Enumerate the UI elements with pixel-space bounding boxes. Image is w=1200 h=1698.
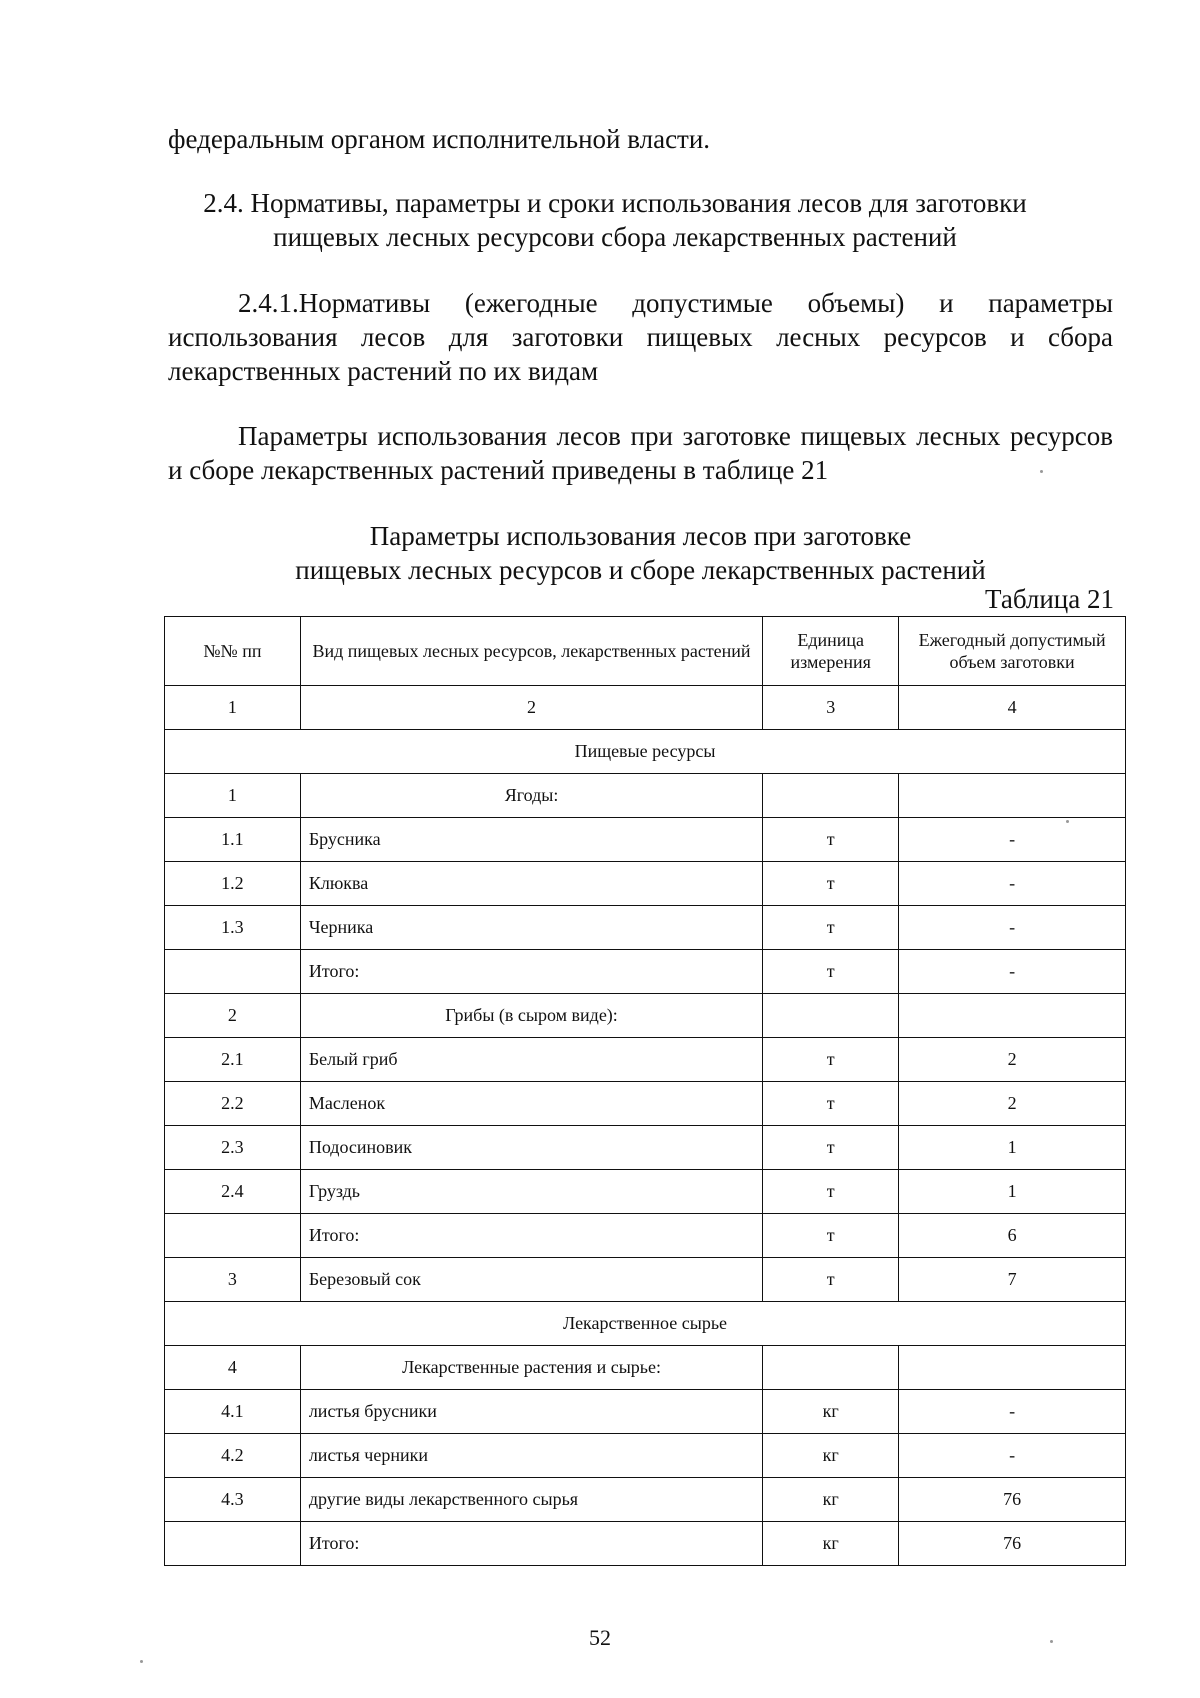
table-row [165, 906, 1126, 950]
resources-table [164, 616, 1126, 1566]
header-unit: Единица измерения [763, 617, 899, 686]
empty-cell [899, 994, 1126, 1038]
row-value: 2 [899, 1038, 1126, 1082]
row-value: - [899, 950, 1126, 994]
row-unit: т [763, 1214, 899, 1258]
row-num: 1.1 [165, 818, 301, 862]
row-num: 3 [165, 1258, 301, 1302]
row-name: Брусника [300, 818, 762, 862]
row-value: 7 [899, 1258, 1126, 1302]
row-num: 4.2 [165, 1434, 301, 1478]
row-value: 76 [899, 1522, 1126, 1566]
section-medicinal-label: Лекарственное сырье [165, 1302, 1126, 1346]
row-num: 1.3 [165, 906, 301, 950]
header-num: №№ пп [165, 617, 301, 686]
row-name: Подосиновик [300, 1126, 762, 1170]
row-name: Белый гриб [300, 1038, 762, 1082]
row-unit: кг [763, 1434, 899, 1478]
scan-speck [1040, 470, 1043, 473]
row-unit: т [763, 1170, 899, 1214]
table-row [165, 1390, 1126, 1434]
section-title [150, 186, 1080, 254]
row-name: Груздь [300, 1170, 762, 1214]
row-name: Черника [300, 906, 762, 950]
row-name: листья брусники [300, 1390, 762, 1434]
column-number: 2 [300, 686, 762, 730]
section-row-medicinal [165, 1302, 1126, 1346]
empty-cell [763, 994, 899, 1038]
empty-cell [763, 1346, 899, 1390]
intro-line: федеральным органом исполнительной власти. [168, 124, 711, 154]
row-num [165, 950, 301, 994]
column-number: 1 [165, 686, 301, 730]
row-value: 1 [899, 1126, 1126, 1170]
row-num [165, 1522, 301, 1566]
table-row-total [165, 1214, 1126, 1258]
table-caption-line1: Параметры использования лесов при заготовке [369, 521, 912, 551]
table-row [165, 1126, 1126, 1170]
row-value: - [899, 862, 1126, 906]
row-name: Березовый сок [300, 1258, 762, 1302]
row-name: Итого: [300, 1522, 762, 1566]
empty-cell [899, 774, 1126, 818]
table-row-total [165, 950, 1126, 994]
row-unit: т [763, 1126, 899, 1170]
row-unit: т [763, 1258, 899, 1302]
group-num: 4 [165, 1346, 301, 1390]
row-value: 6 [899, 1214, 1126, 1258]
page-number: 52 [589, 1625, 611, 1650]
group-row-mushrooms [165, 994, 1126, 1038]
table-row [165, 1082, 1126, 1126]
row-num: 4.1 [165, 1390, 301, 1434]
row-num: 2.3 [165, 1126, 301, 1170]
row-num: 1.2 [165, 862, 301, 906]
empty-cell [899, 1346, 1126, 1390]
table-row-total [165, 1522, 1126, 1566]
table-row [165, 862, 1126, 906]
row-value: - [899, 906, 1126, 950]
section-food-label: Пищевые ресурсы [165, 730, 1126, 774]
row-unit: т [763, 950, 899, 994]
table-row [165, 1434, 1126, 1478]
group-title: Ягоды: [300, 774, 762, 818]
row-unit: кг [763, 1522, 899, 1566]
table-caption-line2: пищевых лесных ресурсов и сборе лекарственных растений [295, 555, 986, 585]
row-unit: т [763, 862, 899, 906]
group-title: Лекарственные растения и сырье: [300, 1346, 762, 1390]
empty-cell [763, 774, 899, 818]
row-unit: кг [763, 1478, 899, 1522]
row-value: 2 [899, 1082, 1126, 1126]
row-name: другие виды лекарственного сырья [300, 1478, 762, 1522]
paragraph-norms [168, 286, 1113, 388]
table-row [165, 1038, 1126, 1082]
row-num [165, 1214, 301, 1258]
table-header-row [165, 617, 1126, 686]
column-number: 3 [763, 686, 899, 730]
row-num: 2.4 [165, 1170, 301, 1214]
row-name: Итого: [300, 1214, 762, 1258]
group-title: Грибы (в сыром виде): [300, 994, 762, 1038]
row-value: 76 [899, 1478, 1126, 1522]
header-resource: Вид пищевых лесных ресурсов, лекарственных растений [300, 617, 762, 686]
table-row [165, 1170, 1126, 1214]
paragraph-reference [168, 419, 1113, 487]
section-row-food [165, 730, 1126, 774]
table-row-birch-sap [165, 1258, 1126, 1302]
paragraph-norms-text: 2.4.1.Нормативы (ежегодные допустимые объемы) и параметры использования лесов для заготовки пищевых лесных ресурсов и сбора лекарственных растений по их видам [168, 288, 1113, 386]
row-value: - [899, 1390, 1126, 1434]
row-num: 2.2 [165, 1082, 301, 1126]
section-title-line1: 2.4. Нормативы, параметры и сроки использования лесов для заготовки [203, 188, 1027, 218]
row-name: листья черники [300, 1434, 762, 1478]
row-value: - [899, 1434, 1126, 1478]
group-row-berries [165, 774, 1126, 818]
column-numbers-row [165, 686, 1126, 730]
row-value: - [899, 818, 1126, 862]
row-num: 2.1 [165, 1038, 301, 1082]
table-label: Таблица 21 [985, 584, 1114, 614]
table-caption [168, 519, 1113, 587]
row-num: 4.3 [165, 1478, 301, 1522]
group-row-medicinal [165, 1346, 1126, 1390]
group-num: 1 [165, 774, 301, 818]
row-name: Клюква [300, 862, 762, 906]
row-unit: т [763, 1038, 899, 1082]
row-unit: т [763, 1082, 899, 1126]
column-number: 4 [899, 686, 1126, 730]
row-unit: т [763, 818, 899, 862]
row-name: Масленок [300, 1082, 762, 1126]
scan-speck [140, 1660, 143, 1663]
scan-speck [1066, 820, 1069, 823]
scan-speck [1050, 1640, 1053, 1643]
row-unit: кг [763, 1390, 899, 1434]
paragraph-reference-text: Параметры использования лесов при заготовке пищевых лесных ресурсов и сборе лекарственных растений приведены в таблице 21 [168, 421, 1113, 485]
group-num: 2 [165, 994, 301, 1038]
row-unit: т [763, 906, 899, 950]
table-row [165, 818, 1126, 862]
header-volume: Ежегодный допустимый объем заготовки [899, 617, 1126, 686]
row-value: 1 [899, 1170, 1126, 1214]
section-title-line2: пищевых лесных ресурсови сбора лекарственных растений [273, 222, 957, 252]
row-name: Итого: [300, 950, 762, 994]
table-row [165, 1478, 1126, 1522]
